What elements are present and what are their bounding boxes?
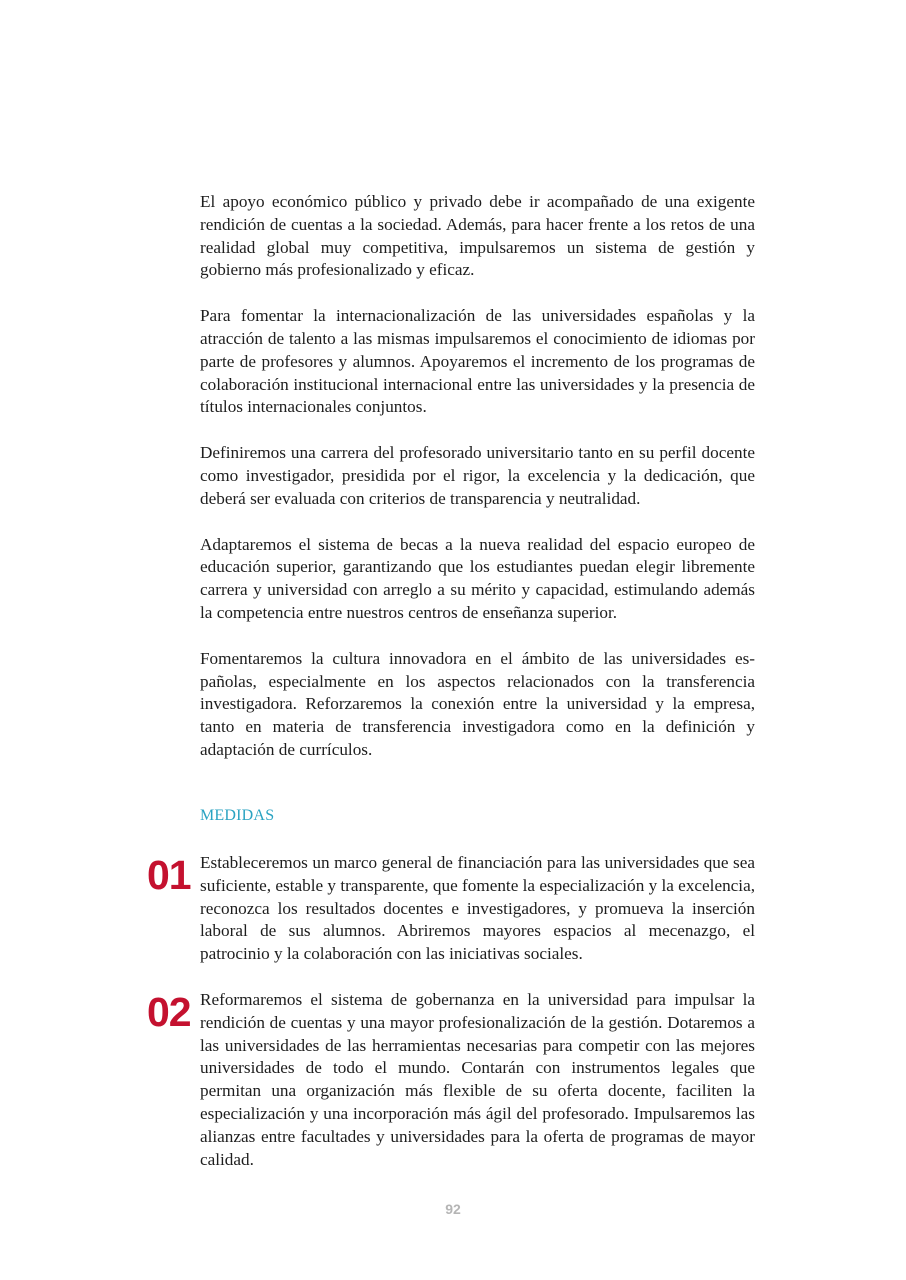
paragraph-innovation: Fomentaremos la cultura innovadora en el ámbito de las universidades españolas, especialmente en los aspectos relacionados con la transferencia investigadora. Reforzaremos la conexión entre la universidad y la empresa, tanto en materia de transferencia investigadora como en la definición y adaptación de currículos. [200,648,755,759]
measure-number: 01 [147,852,191,898]
measure-text: Reformaremos el sistema de gobernanza en la universidad para impulsar la rendición de cuentas y una mayor profesionalización de la gestión. Dotaremos a las universidades de las herramientas necesarias para competir con las mejores universidades de todo el mundo. Contarán con instrumentos legales que permitan una organización más flexible de su oferta docente, faciliten la especialización y una incorporación más ágil del profesorado. Impulsaremos las alianzas entre facultades y universidades para la oferta de programas de mayor calidad. [200,990,755,1169]
measure-number: 02 [147,989,191,1035]
measure-item [147,852,755,966]
measure-text: Estableceremos un marco general de financiación para las universidades que sea suficiente, estable y transparente, que fomente la especialización y la excelencia, reconozca los resultados docentes e investigadores, y promueva la inserción laboral de sus alumnos. Abriremos mayores espacios al mecenazgo, el patrocinio y la colaboración con las iniciativas sociales. [200,853,755,964]
page-number: 92 [445,1201,461,1217]
measures-heading: MEDIDAS [200,807,275,824]
paragraph-scholarships: Adaptaremos el sistema de becas a la nueva realidad del espacio europeo de educación superior, garantizando que los estudiantes puedan elegir libremente carrera y universidad con arreglo a su mérito y capacidad, estimulando además la competencia entre nuestros centros de enseñanza superior. [200,534,755,622]
paragraph-accountability: El apoyo económico público y privado debe ir acompañado de una exigente rendición de cuentas a la sociedad. Además, para hacer frente a los retos de una realidad global muy competitiva, impulsaremos un sistema de gestión y gobierno más profesionalizado y eficaz. [200,192,755,280]
intro-text [200,191,755,762]
measure-item [147,989,755,1171]
paragraph-faculty-career: Definiremos una carrera del profesorado universitario tanto en su perfil docente como investigador, presidida por el rigor, la excelencia y la dedicación, que deberá ser evaluada con criterios de transparencia y neutralidad. [200,443,755,508]
paragraph-internationalization: Para fomentar la internacionalización de las universidades españolas y la atracción de talento a las mismas impulsaremos el conocimiento de idiomas por parte de profesores y alumnos. Apoyaremos el incremento de los programas de colaboración institucional internacional entre las universidades y la presencia de títulos internacionales conjuntos. [200,306,755,417]
